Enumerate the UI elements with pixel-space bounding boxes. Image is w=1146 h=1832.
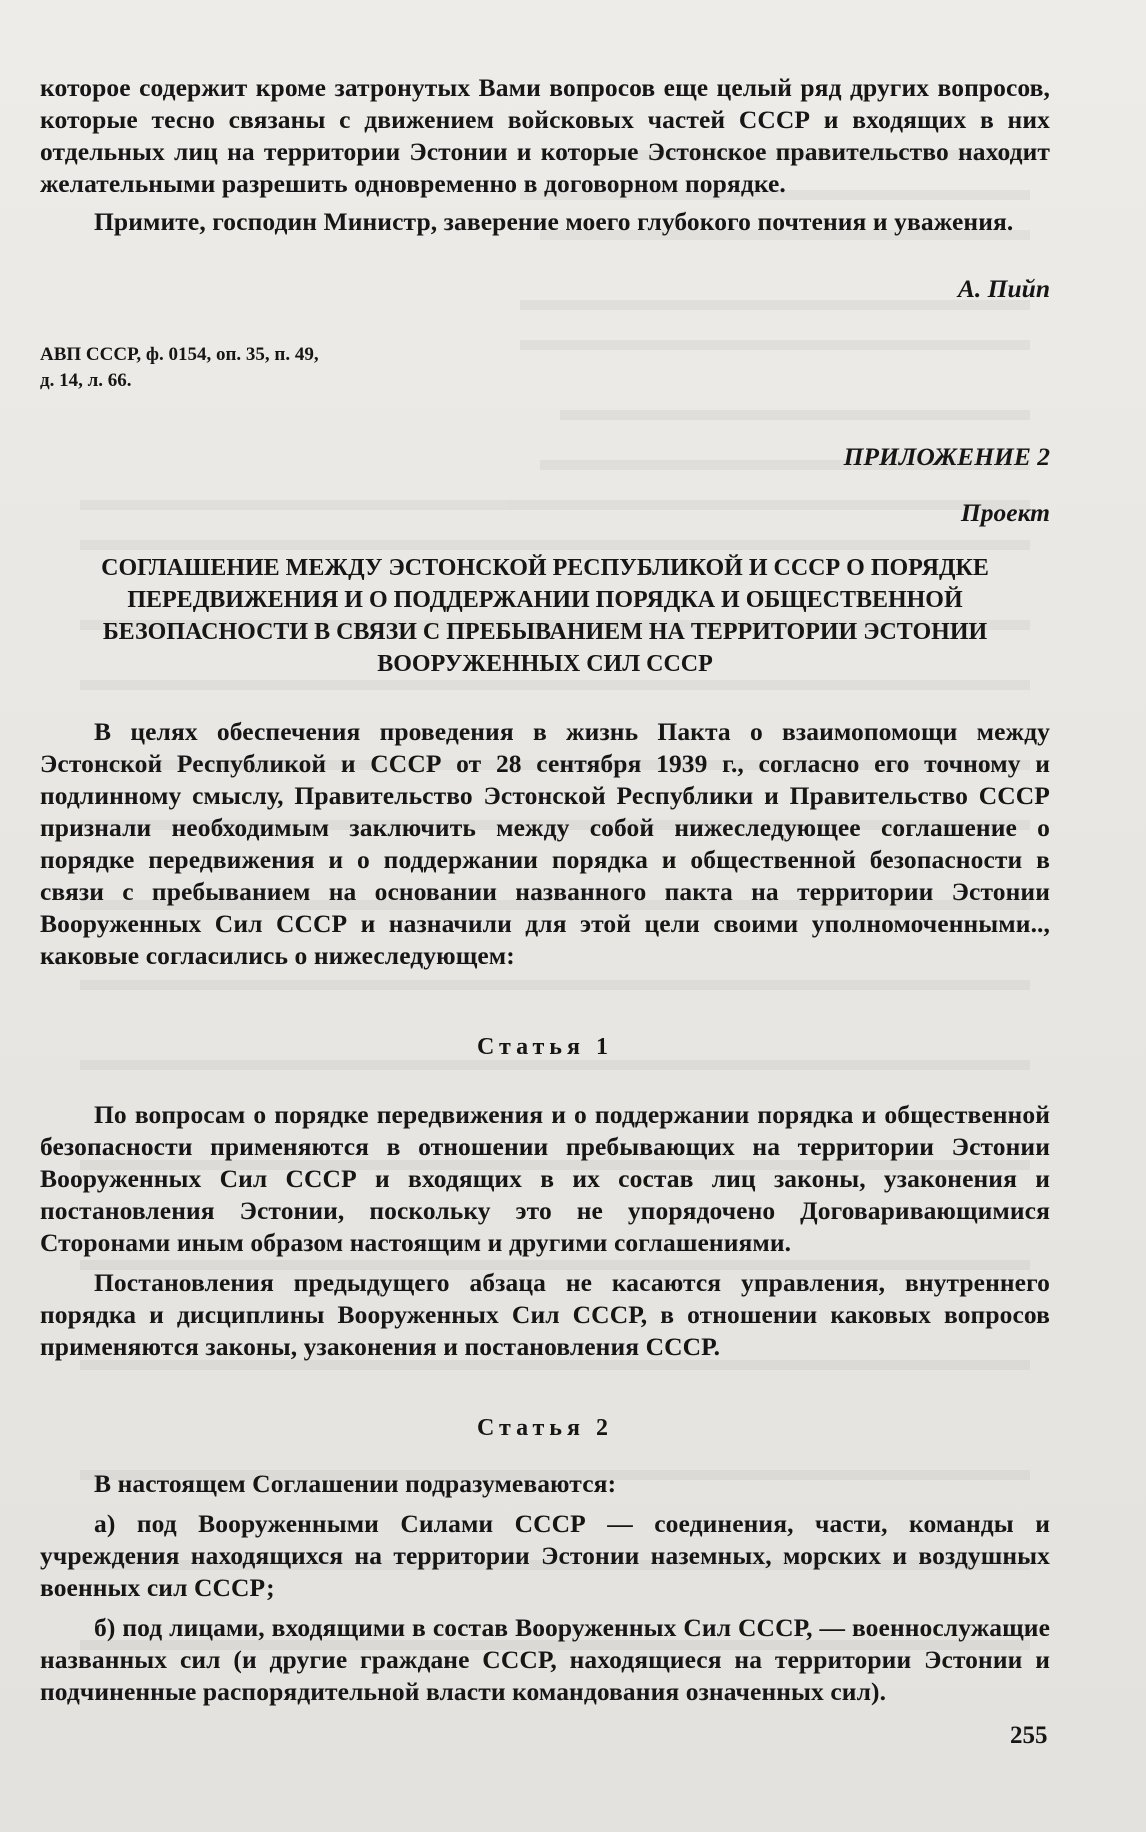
article-2-intro: В настоящем Соглашении подразумеваются: xyxy=(94,1469,617,1498)
archive-reference xyxy=(40,342,1050,394)
article-1-title: Статья 1 xyxy=(477,1034,613,1060)
main-text xyxy=(40,72,1050,1708)
page-number: 255 xyxy=(1010,1722,1048,1749)
preamble-paragraph: В целях обеспечения проведения в жизнь Пакта о взаимопомощи между Эстонской Республикой и СССР от 28 сентября 1939 г., согласно его точному и подлинному смыслу, Правительство Эстонской Республики и Правительство СССР признали необходимым заключить между собой нижеследующее соглашение о порядке передвижения и о поддержании порядка и общественной безопасности в связи с пребыванием на основании названного пакта на территории Эстонии Вооруженных Сил СССР и назначили для этой цели своими уполномоченными.., каковые согласились о нижеследующем: xyxy=(40,717,1050,970)
closing-paragraph: Примите, господин Министр, заверение моего глубокого почтения и уважения. xyxy=(94,207,1014,236)
article-1-paragraph-2: Постановления предыдущего абзаца не касаются управления, внутреннего порядка и дисциплины Вооруженных Сил СССР, в отношении каковых вопросов применяются законы, узаконения и постановления СССР. xyxy=(40,1268,1050,1361)
archive-line-2: д. 14, л. 66. xyxy=(40,370,132,391)
article-1-paragraph-1: По вопросам о порядке передвижения и о поддержании порядка и общественной безопасности применяются в отношении пребывающих на территории Эстонии Вооруженных Сил СССР и входящих в их состав лиц законы, узаконения и постановления Эстонии, поскольку это не упорядочено Договаривающимися Сторонами иным образом настоящим и другими соглашениями. xyxy=(40,1100,1050,1257)
article-2-item-b: б) под лицами, входящими в состав Вооруженных Сил СССР, — военнослужащие названных сил (и другие граждане СССР, находящиеся на территории Эстонии и подчиненные распорядительной власти командования означенных сил). xyxy=(40,1613,1050,1706)
agreement-title: СОГЛАШЕНИЕ МЕЖДУ ЭСТОНСКОЙ РЕСПУБЛИКОЙ И СССР О ПОРЯДКЕ ПЕРЕДВИЖЕНИЯ И О ПОДДЕРЖАНИИ ПОРЯДКА И ОБЩЕСТВЕННОЙ БЕЗОПАСНОСТИ В СВЯЗИ С ПРЕБЫВАНИЕМ НА ТЕРРИТОРИИ ЭСТОНИИ ВООРУЖЕННЫХ СИЛ СССР xyxy=(101,555,989,677)
article-2-item-a: а) под Вооруженными Силами СССР — соединения, части, команды и учреждения находящихся на территории Эстонии наземных, морских и воздушных военных сил СССР; xyxy=(40,1509,1050,1602)
top-paragraph: которое содержит кроме затронутых Вами вопросов еще целый ряд других вопросов, которые тесно связаны с движением войсковых частей СССР и входящих в них отдельных лиц на территории Эстонии и которые Эстонское правительство находит желательными разрешить одновременно в договорном порядке. xyxy=(40,73,1050,198)
article-2-title: Статья 2 xyxy=(477,1415,613,1441)
appendix-label: ПРИЛОЖЕНИЕ 2 xyxy=(843,442,1050,471)
draft-label: Проект xyxy=(960,498,1050,527)
signature: А. Пийп xyxy=(957,274,1050,303)
archive-line-1: АВП СССР, ф. 0154, оп. 35, п. 49, xyxy=(40,344,319,365)
